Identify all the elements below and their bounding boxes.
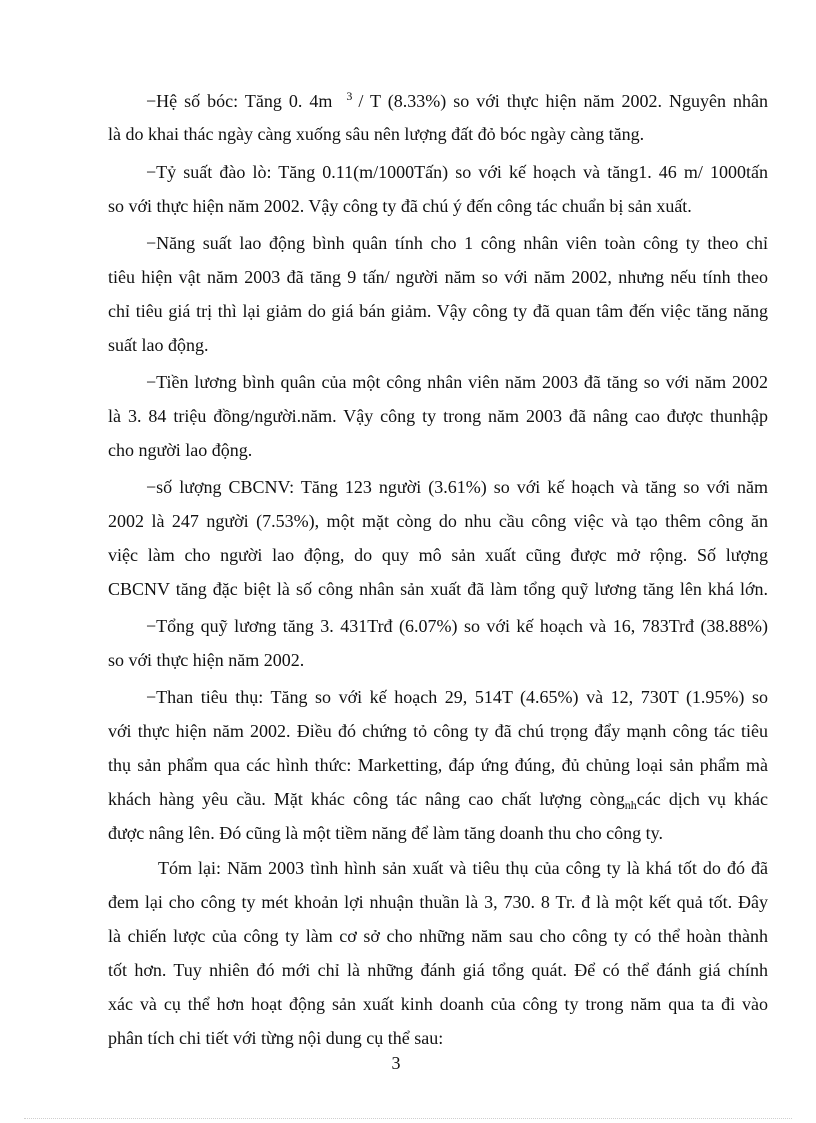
subscript: nh (624, 798, 637, 812)
text-line: −Tổng quỹ lương tăng 3. 431Trđ (6.07%) so với kế hoạch và 16, 783Trđ (38.88%) (146, 616, 768, 636)
text-line: −Tiền lương bình quân của một công nhân viên năm 2003 đã tăng so với năm 2002 (146, 372, 768, 392)
text-line: việc làm cho người lao động, do quy mô sản xuất cũng được mở rộng. Số lượng (108, 545, 768, 565)
text-line: −Tỷ suất đào lò: Tăng 0.11(m/1000Tấn) so với kế hoạch và tăng1. 46 m/ 1000tấn (146, 162, 768, 182)
page-number: 3 (391, 1053, 401, 1073)
text-line: xác và cụ thể hơn hoạt động sản xuất kinh doanh của công ty trong năm qua ta đi vào (108, 994, 768, 1014)
text-line: cho người lao động. (108, 440, 253, 460)
text-line: Tóm lại: Năm 2003 tình hình sản xuất và tiêu thụ của công ty là khá tốt do đó đã (158, 858, 768, 878)
text-line: −số lượng CBCNV: Tăng 123 người (3.61%) so với kế hoạch và tăng so với năm (146, 477, 768, 497)
text-line: phân tích chi tiết với từng nội dung cụ thể sau: (108, 1028, 444, 1048)
text-line: tiêu hiện vật năm 2003 đã tăng 9 tấn/ người năm so với năm 2002, nhưng nếu tính theo (108, 267, 768, 287)
text-line: là chiến lược của công ty làm cơ sở cho những năm sau cho công ty có thể hoàn thành (108, 926, 768, 946)
text-line: so với thực hiện năm 2002. Vậy công ty đã chú ý đến công tác chuẩn bị sản xuất. (108, 196, 692, 216)
text-line: −Hệ số bóc: Tăng 0. 4m $^3$ / T (8.33%) so với thực hiện năm 2002. Nguyên nhân (146, 89, 768, 111)
page-bottom-divider (24, 1118, 792, 1119)
text-line: suất lao động. (108, 335, 209, 355)
text-line: so với thực hiện năm 2002. (108, 650, 305, 670)
text-line: đem lại cho công ty mét khoản lợi nhuận thuần là 3, 730. 8 Tr. đ là một kết quả tốt. Đây (108, 892, 768, 912)
text-line: 2002 là 247 người (7.53%), một mặt còng do nhu cầu công việc và tạo thêm công ăn (108, 511, 768, 531)
text-line: chỉ tiêu giá trị thì lại giảm do giá bán giảm. Vậy công ty đã quan tâm đến việc tăng năng (108, 301, 768, 321)
text-line: là do khai thác ngày càng xuống sâu nên lượng đất đỏ bóc ngày càng tăng. (108, 124, 645, 144)
text-line: là 3. 84 triệu đồng/người.năm. Vậy công ty trong năm 2003 đã nâng cao được thunhập (108, 406, 768, 426)
superscript: 3 (346, 89, 353, 103)
text-line: thụ sản phẩm qua các hình thức: Marketting, đáp ứng đúng, đủ chủng loại sản phẩm mà (108, 755, 768, 775)
text-line: CBCNV tăng đặc biệt là số công nhân sản xuất đã làm tổng quỹ lương tăng lên khá lớn. (108, 579, 768, 599)
text-line: −Than tiêu thụ: Tăng so với kế hoạch 29, 514T (4.65%) và 12, 730T (1.95%) so (146, 687, 768, 707)
text-line: với thực hiện năm 2002. Điều đó chứng tỏ công ty đã chú trọng đẩy mạnh công tác tiêu (108, 721, 768, 741)
text-line: −Năng suất lao động bình quân tính cho 1 công nhân viên toàn công ty theo chỉ (146, 233, 768, 253)
text-line: tốt hơn. Tuy nhiên đó mới chỉ là những đánh giá tổng quát. Để có thể đánh giá chính (108, 960, 768, 980)
text-line: được nâng lên. Đó cũng là một tiềm năng để làm tăng doanh thu cho công ty. (108, 823, 663, 843)
text-line: khách hàng yêu cầu. Mặt khác công tác nâng cao chất lượng còng$_{nh}$các dịch vụ khác (108, 789, 768, 812)
